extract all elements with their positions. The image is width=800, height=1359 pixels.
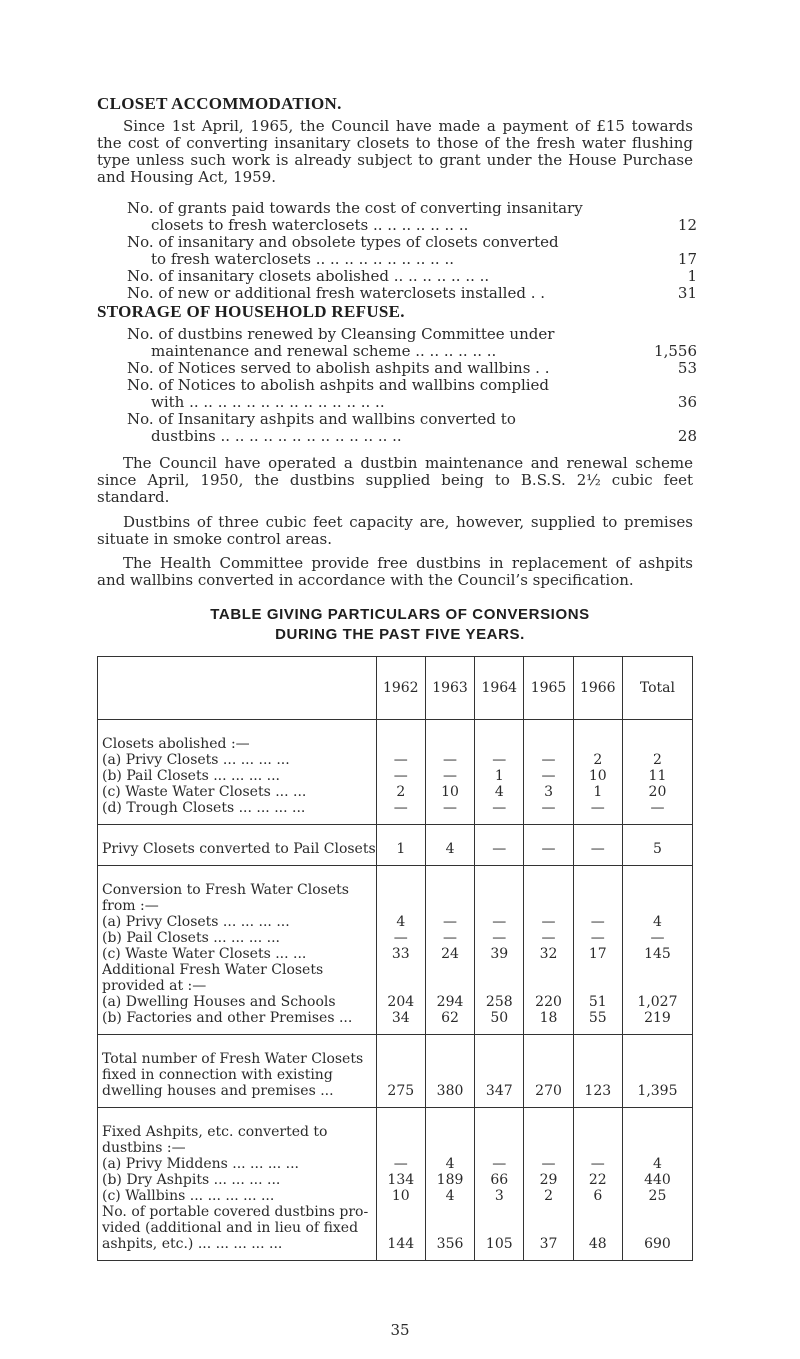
stat-label: No. of grants paid towards the cost of converting insanitary <box>127 199 583 217</box>
value-cell <box>524 1035 573 1108</box>
value-cell <box>425 825 474 866</box>
stat-value: 31 <box>677 284 697 302</box>
cell-value <box>426 962 474 978</box>
row-label: No. of portable covered dustbins pro- <box>102 1204 369 1220</box>
cell-value <box>426 1124 474 1140</box>
cell-value: 10 <box>391 1188 410 1204</box>
cell-value <box>475 1067 523 1083</box>
cell-value: 50 <box>490 1010 509 1026</box>
cell-value <box>623 1220 692 1236</box>
cell-value: 39 <box>490 946 509 962</box>
value-cell <box>573 1035 622 1108</box>
row-label: (b) Pail Closets ... ... ... ... <box>102 930 280 946</box>
cell-value: — <box>443 914 458 930</box>
cell-value <box>475 898 523 914</box>
cell-value: — <box>541 841 556 857</box>
cell-value <box>574 1204 622 1220</box>
cell-value: 5 <box>652 841 662 857</box>
value-cell <box>573 1108 622 1261</box>
cell-value <box>623 978 692 994</box>
cell-value: — <box>393 930 408 946</box>
cell-value: — <box>492 1156 507 1172</box>
row-label: Closets abolished :— <box>102 736 250 752</box>
cell-value: 2 <box>593 752 603 768</box>
stat-item <box>127 360 697 377</box>
stat-value: 1,556 <box>654 342 697 360</box>
cell-value: 380 <box>436 1083 464 1099</box>
cell-value: 33 <box>391 946 410 962</box>
cell-value: — <box>393 752 408 768</box>
cell-value <box>623 882 692 898</box>
cell-value <box>623 736 692 752</box>
cell-value <box>623 1140 692 1156</box>
cell-value: 258 <box>485 994 513 1010</box>
cell-value <box>524 978 572 994</box>
cell-value <box>623 1051 692 1067</box>
cell-value <box>475 978 523 994</box>
cell-value <box>426 1204 474 1220</box>
cell-value: 356 <box>436 1236 464 1252</box>
cell-value: — <box>443 752 458 768</box>
cell-value: 134 <box>387 1172 415 1188</box>
value-cell <box>425 866 474 1035</box>
refuse-paragraph-3: The Health Committee provide free dustbins in replacement of ashpits and wallbins converted in accordance with the Council’s specification. <box>97 554 693 589</box>
cell-value <box>574 898 622 914</box>
closet-paragraph: Since 1st April, 1965, the Council have made a payment of £15 towards the cost of converting insanitary closets to those of the fresh water flushing type unless such work is already subject to grant under the House Purchase and Housing Act, 1959. <box>97 117 693 186</box>
cell-value: — <box>443 800 458 816</box>
value-cell <box>475 866 524 1035</box>
value-cell <box>573 720 622 825</box>
table-title-line-2: DURING THE PAST FIVE YEARS. <box>275 626 525 643</box>
row-label: Fixed Ashpits, etc. converted to <box>102 1124 328 1140</box>
value-cell <box>376 866 425 1035</box>
cell-value: 105 <box>485 1236 513 1252</box>
cell-value <box>574 978 622 994</box>
cell-value <box>475 882 523 898</box>
cell-value: 2 <box>652 752 662 768</box>
cell-value <box>377 978 425 994</box>
column-header: 1965 <box>524 657 573 720</box>
page-number: 35 <box>390 1321 410 1339</box>
cell-value: 270 <box>535 1083 562 1099</box>
cell-value: — <box>443 768 458 784</box>
row-label: (b) Pail Closets ... ... ... ... <box>102 768 280 784</box>
cell-value <box>524 1220 572 1236</box>
cell-value: 189 <box>436 1172 464 1188</box>
cell-value <box>574 1051 622 1067</box>
cell-value <box>475 1204 523 1220</box>
row-label: (c) Waste Water Closets ... ... <box>102 946 307 962</box>
cell-value: — <box>541 914 556 930</box>
cell-value: — <box>393 768 408 784</box>
cell-value <box>524 1051 572 1067</box>
cell-value: 10 <box>441 784 459 800</box>
cell-value <box>377 882 425 898</box>
cell-value: — <box>541 1156 556 1172</box>
cell-value: — <box>492 841 507 857</box>
cell-value <box>574 882 622 898</box>
row-label: (c) Waste Water Closets ... ... <box>102 784 307 800</box>
cell-value: 24 <box>441 946 459 962</box>
cell-value <box>623 1124 692 1140</box>
cell-value: 20 <box>648 784 667 800</box>
cell-value <box>524 962 572 978</box>
refuse-paragraph-1: The Council have operated a dustbin maintenance and renewal scheme since April, 1950, the dustbins supplied being to B.S.S. 2½ cubic feet standard. <box>97 454 693 506</box>
cell-value: — <box>650 800 665 816</box>
row-label-cell <box>98 720 377 825</box>
cell-value: 48 <box>588 1236 607 1252</box>
row-label: (a) Privy Middens ... ... ... ... <box>102 1156 300 1172</box>
table-row-group <box>98 1108 693 1261</box>
stat-item <box>127 377 697 411</box>
column-header: Total <box>622 657 692 720</box>
row-label: (a) Dwelling Houses and Schools <box>102 994 336 1010</box>
row-label: (a) Privy Closets ... ... ... ... <box>102 914 290 930</box>
cell-value <box>377 1140 425 1156</box>
value-cell <box>376 1108 425 1261</box>
cell-value <box>426 1067 474 1083</box>
cell-value <box>623 1067 692 1083</box>
cell-value: 4 <box>652 1156 662 1172</box>
cell-value <box>475 962 523 978</box>
cell-value: 4 <box>494 784 504 800</box>
cell-value <box>574 736 622 752</box>
cell-value <box>377 962 425 978</box>
cell-value <box>524 882 572 898</box>
cell-value: — <box>393 1156 408 1172</box>
stat-label-continuation: with .. .. .. .. .. .. .. .. .. .. .. .. .. .. <box>151 393 385 411</box>
cell-value: 6 <box>593 1188 603 1204</box>
row-label: vided (additional and in lieu of fixed <box>102 1220 359 1236</box>
value-cell <box>475 1108 524 1261</box>
value-cell <box>622 866 692 1035</box>
cell-value: 51 <box>588 994 607 1010</box>
cell-value: 1 <box>494 768 504 784</box>
cell-value <box>475 1220 523 1236</box>
cell-value: — <box>590 1156 605 1172</box>
cell-value <box>475 736 523 752</box>
cell-value <box>574 1140 622 1156</box>
cell-value: 37 <box>539 1236 558 1252</box>
cell-value <box>426 882 474 898</box>
stat-label: No. of Notices served to abolish ashpits and wallbins . . <box>127 359 550 377</box>
stat-item <box>127 200 697 234</box>
cell-value <box>623 962 692 978</box>
row-label: Privy Closets converted to Pail Closets <box>102 841 376 857</box>
cell-value: 4 <box>396 914 406 930</box>
stat-item <box>127 285 697 302</box>
cell-value: 1,395 <box>637 1083 678 1099</box>
refuse-paragraph-2: Dustbins of three cubic feet capacity are, however, supplied to premises situate in smoke control areas. <box>97 513 693 548</box>
cell-value: 145 <box>644 946 671 962</box>
value-cell <box>425 1108 474 1261</box>
cell-value: — <box>492 914 507 930</box>
cell-value <box>574 1067 622 1083</box>
cell-value: 11 <box>648 768 667 784</box>
cell-value <box>426 1051 474 1067</box>
stat-label-continuation: to fresh waterclosets .. .. .. .. .. .. .. .. .. .. <box>151 250 454 268</box>
header-blank-cell <box>98 657 377 720</box>
value-cell <box>475 1035 524 1108</box>
value-cell <box>425 1035 474 1108</box>
cell-value <box>377 898 425 914</box>
cell-value: 440 <box>644 1172 671 1188</box>
cell-value <box>623 1204 692 1220</box>
stat-value: 53 <box>677 359 697 377</box>
value-cell <box>573 825 622 866</box>
row-label-cell <box>98 1108 377 1261</box>
value-cell <box>622 720 692 825</box>
row-label: Additional Fresh Water Closets <box>102 962 324 978</box>
cell-value: — <box>590 930 605 946</box>
value-cell <box>622 1108 692 1261</box>
cell-value: — <box>650 930 665 946</box>
cell-value <box>524 1067 572 1083</box>
stat-value: 1 <box>687 267 697 285</box>
value-cell <box>376 825 425 866</box>
row-label: dwelling houses and premises ... <box>102 1083 334 1099</box>
stat-label: No. of Notices to abolish ashpits and wallbins complied <box>127 376 550 394</box>
stat-value: 36 <box>677 393 697 411</box>
cell-value: 1 <box>593 784 603 800</box>
conversions-table <box>97 656 693 1261</box>
stat-label-continuation: maintenance and renewal scheme .. .. .. .. .. .. <box>151 342 497 360</box>
cell-value: 220 <box>535 994 562 1010</box>
stat-value: 12 <box>677 216 697 234</box>
cell-value: 294 <box>436 994 464 1010</box>
stat-item <box>127 411 697 445</box>
value-cell <box>425 720 474 825</box>
table-row-group <box>98 1035 693 1108</box>
row-label: ashpits, etc.) ... ... ... ... ... <box>102 1236 283 1252</box>
cell-value <box>574 962 622 978</box>
cell-value: 18 <box>539 1010 558 1026</box>
table-row-group <box>98 720 693 825</box>
stat-item <box>127 234 697 268</box>
cell-value: 25 <box>648 1188 667 1204</box>
row-label: Conversion to Fresh Water Closets <box>102 882 349 898</box>
cell-value <box>623 898 692 914</box>
value-cell <box>475 825 524 866</box>
stat-label: No. of insanitary closets abolished .. .. .. .. .. .. .. <box>127 267 490 285</box>
cell-value: — <box>541 800 556 816</box>
value-cell <box>524 866 573 1035</box>
cell-value: — <box>541 930 556 946</box>
stat-item <box>127 268 697 285</box>
household-refuse-heading: STORAGE OF HOUSEHOLD REFUSE. <box>97 302 405 321</box>
stat-label: No. of Insanitary ashpits and wallbins converted to <box>127 410 516 428</box>
stat-label: No. of dustbins renewed by Cleansing Committee under <box>127 325 555 343</box>
value-cell <box>376 1035 425 1108</box>
value-cell <box>524 825 573 866</box>
table-row-group <box>98 866 693 1035</box>
cell-value <box>377 1067 425 1083</box>
row-label: (c) Wallbins ... ... ... ... ... <box>102 1188 275 1204</box>
cell-value: 204 <box>387 994 415 1010</box>
cell-value <box>475 1140 523 1156</box>
cell-value: 4 <box>445 841 455 857</box>
refuse-stats-list <box>127 326 697 445</box>
table-header-row <box>98 657 693 720</box>
column-header: 1966 <box>573 657 622 720</box>
cell-value: 66 <box>490 1172 509 1188</box>
cell-value: 3 <box>544 784 553 800</box>
cell-value: 219 <box>644 1010 671 1026</box>
cell-value: 690 <box>644 1236 671 1252</box>
value-cell <box>475 720 524 825</box>
cell-value: — <box>590 800 605 816</box>
cell-value <box>574 1220 622 1236</box>
cell-value: 22 <box>588 1172 607 1188</box>
table-row-group <box>98 825 693 866</box>
row-label-cell <box>98 866 377 1035</box>
closet-stats-list <box>127 200 697 302</box>
cell-value: — <box>492 752 507 768</box>
cell-value: — <box>492 800 507 816</box>
value-cell <box>524 720 573 825</box>
column-header: 1964 <box>475 657 524 720</box>
cell-value: — <box>393 800 408 816</box>
cell-value: — <box>590 914 605 930</box>
cell-value: 275 <box>387 1083 415 1099</box>
cell-value <box>574 1124 622 1140</box>
cell-value: 10 <box>588 768 607 784</box>
cell-value <box>426 736 474 752</box>
cell-value: 4 <box>652 914 662 930</box>
stat-label: No. of new or additional fresh waterclosets installed . . <box>127 284 546 302</box>
row-label-cell <box>98 825 377 866</box>
column-header: 1963 <box>425 657 474 720</box>
cell-value: 2 <box>396 784 406 800</box>
cell-value: 2 <box>544 1188 553 1204</box>
cell-value <box>377 1204 425 1220</box>
cell-value: 29 <box>539 1172 558 1188</box>
cell-value: 55 <box>588 1010 607 1026</box>
row-label: provided at :— <box>102 978 207 994</box>
cell-value: 17 <box>588 946 607 962</box>
cell-value: — <box>443 930 458 946</box>
value-cell <box>376 720 425 825</box>
cell-value: 347 <box>485 1083 513 1099</box>
cell-value: 144 <box>387 1236 415 1252</box>
cell-value <box>475 1124 523 1140</box>
cell-value <box>524 1204 572 1220</box>
cell-value: — <box>492 930 507 946</box>
row-label: Total number of Fresh Water Closets <box>102 1051 364 1067</box>
cell-value <box>524 898 572 914</box>
row-label: from :— <box>102 898 159 914</box>
cell-value <box>524 1124 572 1140</box>
stat-item <box>127 326 697 360</box>
cell-value <box>426 898 474 914</box>
cell-value <box>377 1124 425 1140</box>
closet-accommodation-heading: CLOSET ACCOMMODATION. <box>97 94 342 113</box>
row-label: fixed in connection with existing <box>102 1067 333 1083</box>
cell-value: 3 <box>494 1188 504 1204</box>
cell-value <box>426 978 474 994</box>
stat-label-continuation: closets to fresh waterclosets .. .. .. .. .. .. .. <box>151 216 469 234</box>
cell-value: 4 <box>445 1156 455 1172</box>
cell-value <box>524 1140 572 1156</box>
cell-value: — <box>541 768 556 784</box>
cell-value <box>377 1051 425 1067</box>
row-label: (b) Dry Ashpits ... ... ... ... <box>102 1172 281 1188</box>
row-label: (a) Privy Closets ... ... ... ... <box>102 752 290 768</box>
value-cell <box>622 825 692 866</box>
cell-value: 1,027 <box>637 994 678 1010</box>
cell-value: 4 <box>445 1188 455 1204</box>
cell-value: 62 <box>441 1010 459 1026</box>
stat-value: 28 <box>677 427 697 445</box>
cell-value <box>426 1140 474 1156</box>
cell-value <box>377 1220 425 1236</box>
row-label-cell <box>98 1035 377 1108</box>
row-label: (b) Factories and other Premises ... <box>102 1010 353 1026</box>
cell-value <box>377 736 425 752</box>
value-cell <box>622 1035 692 1108</box>
row-label: (d) Trough Closets ... ... ... ... <box>102 800 306 816</box>
cell-value: 32 <box>539 946 558 962</box>
column-header: 1962 <box>376 657 425 720</box>
table-title-line-1: TABLE GIVING PARTICULARS OF CONVERSIONS <box>210 606 590 623</box>
value-cell <box>524 1108 573 1261</box>
cell-value: — <box>590 841 605 857</box>
stat-label: No. of insanitary and obsolete types of closets converted <box>127 233 559 251</box>
cell-value: — <box>541 752 556 768</box>
stat-value: 17 <box>677 250 697 268</box>
cell-value: 1 <box>396 841 406 857</box>
cell-value <box>426 1220 474 1236</box>
cell-value <box>475 1051 523 1067</box>
cell-value: 123 <box>584 1083 612 1099</box>
cell-value: 34 <box>391 1010 410 1026</box>
stat-label-continuation: dustbins .. .. .. .. .. .. .. .. .. .. .. .. .. <box>151 427 402 445</box>
row-label: dustbins :— <box>102 1140 186 1156</box>
value-cell <box>573 866 622 1035</box>
cell-value <box>524 736 572 752</box>
